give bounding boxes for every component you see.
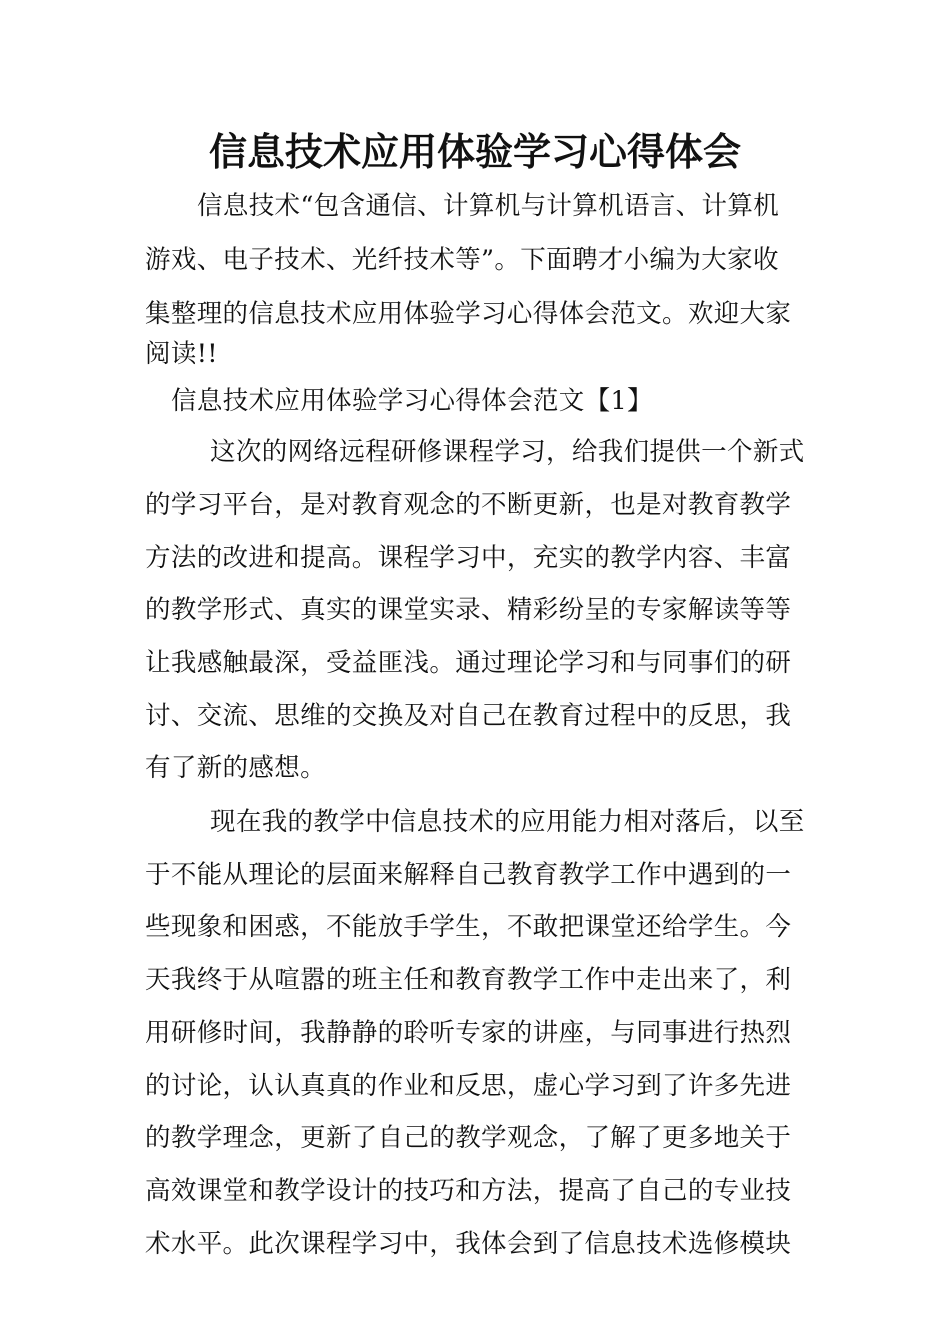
paragraph-line: 信息技术“包含通信、计算机与计算机语言、计算机: [197, 191, 780, 221]
paragraph-line: 现在我的教学中信息技术的应用能力相对落后，以至: [210, 807, 805, 837]
paragraph-line: 天我终于从喧嚣的班主任和教育教学工作中走出来了，利: [145, 965, 792, 995]
paragraph-line: 些现象和困惑，不能放手学生，不敢把课堂还给学生。今: [145, 912, 792, 942]
paragraph-line: 高效课堂和教学设计的技巧和方法，提高了自己的专业技: [145, 1176, 792, 1206]
paragraph-line: 的教学理念，更新了自己的教学观念，了解了更多地关于: [145, 1123, 792, 1153]
paragraph-line: 术水平。此次课程学习中，我体会到了信息技术选修模块: [145, 1229, 792, 1259]
paragraph-line: 的教学形式、真实的课堂实录、精彩纷呈的专家解读等等: [145, 595, 792, 625]
paragraph-line: 有了新的感想。: [145, 753, 326, 783]
section-heading: 信息技术应用体验学习心得体会范文【1】: [171, 386, 653, 416]
document-title: 信息技术应用体验学习心得体会: [208, 129, 741, 174]
paragraph-line: 游戏、电子技术、光纤技术等”。下面聘才小编为大家收: [145, 245, 779, 275]
paragraph-line: 阅读!!: [145, 339, 218, 369]
paragraph-line: 集整理的信息技术应用体验学习心得体会范文。欢迎大家: [145, 299, 792, 329]
paragraph-line: 的讨论，认认真真的作业和反思，虚心学习到了许多先进: [145, 1071, 792, 1101]
paragraph-line: 这次的网络远程研修课程学习，给我们提供一个新式: [210, 437, 805, 467]
paragraph-line: 用研修时间，我静静的聆听专家的讲座，与同事进行热烈: [145, 1018, 792, 1048]
paragraph-line: 的学习平台，是对教育观念的不断更新，也是对教育教学: [145, 490, 792, 520]
paragraph-line: 于不能从理论的层面来解释自己教育教学工作中遇到的一: [145, 860, 792, 890]
paragraph-line: 让我感触最深，受益匪浅。通过理论学习和与同事们的研: [145, 648, 792, 678]
paragraph-line: 方法的改进和提高。课程学习中，充实的教学内容、丰富: [145, 543, 792, 573]
paragraph-line: 讨、交流、思维的交换及对自己在教育过程中的反思，我: [145, 701, 792, 731]
